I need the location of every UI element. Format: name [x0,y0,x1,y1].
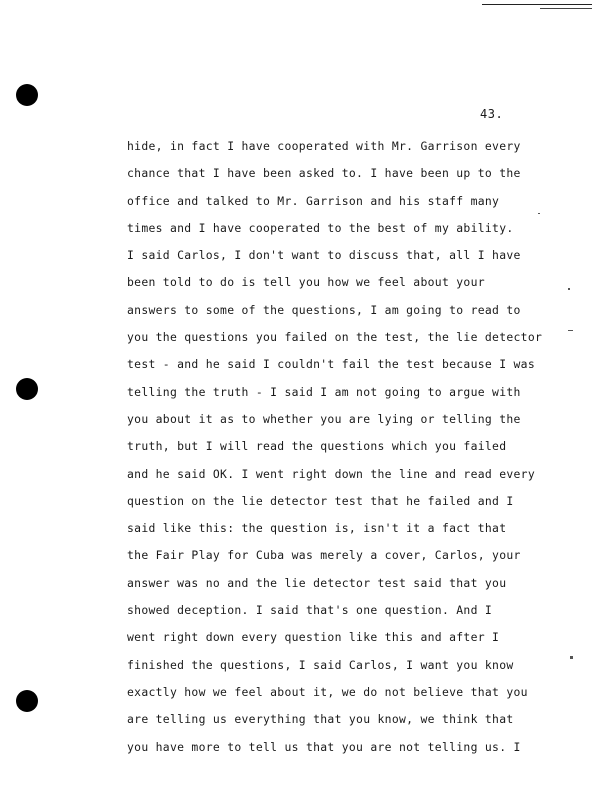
punch-hole-top [16,84,38,106]
transcript-line: finished the questions, I said Carlos, I want you know [127,657,514,672]
scan-speck [568,288,570,290]
transcript-line: hide, in fact I have cooperated with Mr. Garrison every [127,139,521,153]
transcript-line: office and talked to Mr. Garrison and his staff many [127,193,500,208]
transcript-line: the Fair Play for Cuba was merely a cover, Carlos, your [127,548,521,563]
transcript-line: said like this: the question is, isn't it a fact that [127,521,507,536]
transcript-line: times and I have cooperated to the best of my ability. [127,220,514,235]
transcript-line: went right down every question like this and after I [127,630,500,645]
punch-hole-middle [16,378,38,400]
transcript-body [127,133,567,761]
transcript-line: question on the lie detector test that he failed and I [127,493,514,508]
scan-speck [568,330,573,331]
page-number: 43. [480,107,504,121]
transcript-line: you have more to tell us that you are not telling us. I [127,739,521,754]
transcript-line: answers to some of the questions, I am going to read to [127,302,521,317]
transcript-line: exactly how we feel about it, we do not believe that you [127,684,528,699]
transcript-line: telling the truth - I said I am not going to argue with [127,384,521,399]
transcript-line: test - and he said I couldn't fail the test because I was [127,357,535,372]
transcript-line: and he said OK. I went right down the line and read every [127,466,535,481]
transcript-line: you the questions you failed on the test, the lie detector [127,330,543,345]
punch-hole-bottom [16,690,38,712]
transcript-line: answer was no and the lie detector test said that you [127,575,507,590]
top-edge-rule-short [540,8,592,9]
transcript-line: are telling us everything that you know, we think that [127,712,514,727]
top-edge-rule [482,4,592,5]
scan-speck [570,656,573,659]
transcript-line: been told to do is tell you how we feel about your [127,275,485,290]
transcript-line: you about it as to whether you are lying or telling the [127,411,521,426]
transcript-line: showed deception. I said that's one question. And I [127,603,493,618]
transcript-line: truth, but I will read the questions which you failed [127,439,507,454]
transcript-line: I said Carlos, I don't want to discuss that, all I have [127,248,521,263]
transcript-line: chance that I have been asked to. I have been up to the [127,166,521,181]
